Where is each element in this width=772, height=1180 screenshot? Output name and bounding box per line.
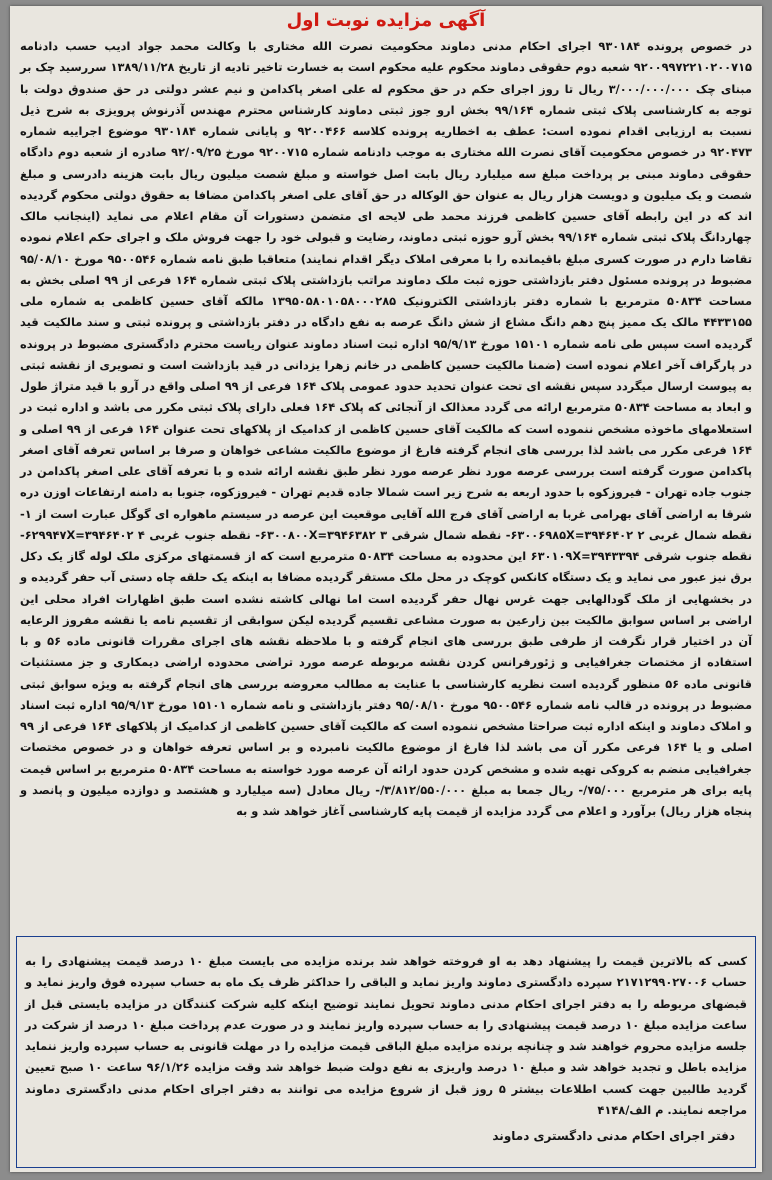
terms-box bbox=[16, 936, 756, 1168]
notice-body: در خصوص پرونده ۹۳۰۱۸۴ اجرای احکام مدنی دماوند محکومیت نصرت الله مختاری با وکالت محمد جواد ادیب حسب دادنامه ۹۲۰۰۹۹۷۲۲۱۰۲۰۰۷۱۵ شعبه دوم حقوقی دماوند محکوم علیه محکوم است به خسارت تاخیر تادیه از تاریخ ۱۳۸۹/۱۱/۲۸ سررسید چک بر مبنای چک ۳/۰۰۰/۰۰۰/۰۰۰ ریال تا روز اجرای حکم در حق محکوم له علی اصغر پاکدامن و نیم عشر دولتی در حق صندوق دولت با توجه به کارشناسی پلاک ثبتی شماره ۹۹/۱۶۴ بخش ارو جوز ثبتی دماوند کارشناس محترم مهندس آذرنوش پرویزی به شرح ذیل نسبت به ارزیابی اقدام نموده است: عطف به اخطاریه پرونده کلاسه ۹۲۰۰۴۶۶ و پایانی شماره ۹۳۰۱۸۴ موضوع اجراییه شماره ۹۲۰۴۷۳ در خصوص محکومیت آقای نصرت الله مختاری به موجب دادنامه شماره ۹۲۰۰۷۱۵ مورخ ۹۲/۰۹/۲۵ صادره از شعبه دوم دادگاه حقوقی دماوند مبنی بر پرداخت مبلغ سه میلیارد ریال بابت اصل خواسته و مبلغ شصت میلیون ریال بابت هزینه دادرسی و مبلغ شصت و یک میلیون و دویست هزار ریال به عنوان حق الوکاله در حق آقای علی اصغر پاکدامن مضافا به حقوق دولتی محکوم گردیده اند که در این رابطه آقای حسین کاظمی فرزند محمد طی لایحه ای متضمن دستورات آن مقام اعلام می نماید (اینجانب مالک چهاردانگ پلاک ثبتی شماره ۹۹/۱۶۴ بخش آرو حوزه ثبتی دماوند، رضایت و قبولی خود را جهت فروش ملک و اجرای حکم اعلام نموده تقاضا دارم در صورت کسری مبلغ باقیمانده را با معرفی املاک دیگر اقدام نمایند) متعاقبا طبق نامه شماره ۹۵۰۰۵۴۶ مورخ ۹۵/۰۸/۱۰ مضبوط در پرونده مسئول دفتر بازداشتی حوزه ثبت ملک دماوند مراتب بازداشتی پلاک ثبتی شماره ۱۶۴ فرعی از ۹۹ اصلی بخش به مساحت ۵۰۸۳۴ مترمربع با شماره دفتر بازداشتی الکترونیک ۱۳۹۵۰۵۸۰۱۰۵۸۰۰۰۲۸۵ مالکه آقای حسین کاظمی به شماره ملی ۴۴۳۳۱۵۵ مالک یک ممیز پنج دهم دانگ مشاع از شش دانگ عرصه به نفع دادگاه در دفتر بازداشتی و پرونده ثبتی و سند مالکیت قید گردیده است سپس طی نامه شماره ۱۵۱۰۱ مورخ ۹۵/۹/۱۳ اداره ثبت اسناد دماوند عنوان ریاست محترم دادگستری مضبوط در پرونده در پارگراف آخر اعلام نموده است (ضمنا مالکیت حسین کاظمی در خانم زهرا یزدانی در قید بازداشت است و تصویری از نقشه ثبتی به پیوست ارسال میگردد سپس نقشه ای تحت عنوان تحدید حدود عمومی پلاک ۱۶۴ فرعی از ۹۹ اصلی واقع در آرو با قید متراژ طول و ابعاد به مساحت ۵۰۸۳۴ مترمربع ارائه می گردد معذالک از آنجائی که پلاک ۱۶۴ فعلی دارای پلاک ثبتی مکرر می باشد و اداره ثبت در استعلامهای ماخوذه مشخص ننموده است که مالکیت آقای حسین کاظمی از کدامیک از پلاکهای تحت عنوان ۱۶۴ فرعی از ۹۹ اصلی و ۱۶۴ فرعی مکرر می باشد لذا بررسی های انجام گرفته فارغ از موضوع مالکیت مشاعی خواهان و صرفا بر اساس تعرفه آقای اصغر پاکدامن صورت گرفته است بررسی عرصه مورد نظر عرصه مورد نظر طبق نقشه ارائه شده و با تعرفه آقای علی اصغر پاکدامن در جنوب جاده تهران - فیروزکوه با حدود اربعه به شرح زیر است شمالا جاده قدیم تهران - فیروزکوه، جنوبا به دامنه ارتفاعات اوزن دره شرقا به اراضی آقای بهرامی غربا به اراضی آقای فرج الله آقایی موقعیت این عرصه در سیستم ماهواره ای گوگل عبارت است از ۱- نقطه شمال غربی ۶۳۰۰۶۹۸۵X=۳۹۴۶۴۰۲ ۲- نقطه شمال شرقی ۶۳۰۰۸۰۰X=۳۹۴۶۳۸۲ ۳- نقطه جنوب غربی ۶۲۹۹۴۷X=۳۹۴۶۴۰۲ ۴- نقطه جنوب شرقی ۶۳۰۱۰۹X=۳۹۴۳۳۹۴ این محدوده به مساحت ۵۰۸۳۴ مترمربع است که از قسمتهای مرکزی ملک لوله گاز یک دکل برق نیز عبور می نماید و یک دستگاه کانکس کوچک در محل ملک مستقر گردیده مضافا به اینکه یک حلقه چاه دستی آب حفر گردیده و در بخشهایی از ملک گودالهایی جهت غرس نهال حفر گردیده است اما نهالی کاشته نشده است طبق اظهارات افراد محلی این اراضی بر اساس سوابق مالکیت بین زارعین به صورت مشاعی تقسیم گردیده لیکن سوابقی از تقسیم نامه یا نقشه مفروز الرعایه آن در اختیار قرار نگرفت از طرفی طبق بررسی های انجام گرفته و با ملاحظه نقشه های اجرای مقررات قانونی ماده ۵۶ و با استفاده از مختصات جغرافیایی و ژئورفرانس کردن نقشه مربوطه عرصه مورد تراضی محدوده اراضی دیمکاری و جز مستثنیات قانونی ماده ۵۶ منظور گردیده است نظریه کارشناسی با عنایت به مطالب معروضه بررسی های انجام گرفته به ویژه سوابق ثبتی مضبوط در پرونده در قالب نامه شماره ۹۵۰۰۵۴۶ مورخ ۹۵/۰۸/۱۰ دفتر بازداشتی و نامه شماره ۱۵۱۰۱ مورخ ۹۵/۹/۱۳ اداره ثبت اسناد و املاک دماوند و اینکه اداره ثبت صراحتا مشخص ننموده است که مالکیت آقای حسین کاظمی از کدامیک از پلاکهای ۱۶۴ فرعی از ۹۹ اصلی و یا ۱۶۴ فرعی مکرر آن می باشد لذا فارغ از موضوع مالکیت نامبرده و بر اساس تعرفه خواهان و در خصوص مختصات جغرافیایی منضم به کروکی تهیه شده و مشخص کردن حدود ارائه آن عرصه مورد خواسته به مساحت ۵۰۸۳۴ مترمربع بر اساس قیمت پایه برای هر مترمربع ۷۵/۰۰۰/- ریال جمعا به مبلغ ۳/۸۱۲/۵۵۰/۰۰۰/- ریال معادل (سه میلیارد و هشتصد و دوازده میلیون و پانصد و پنجاه هزار ریال) برآورد و اعلام می گردد مزایده از قیمت پایه کارشناسی آغاز خواهد شد و به bbox=[20, 39, 753, 818]
notice-title: آگهی مزایده نوبت اول bbox=[286, 10, 486, 31]
auction-terms: کسی که بالاترین قیمت را پیشنهاد دهد به او فروخته خواهد شد برنده مزایده می بایست مبلغ ۱۰ درصد قیمت پیشنهادی را به حساب ۲۱۷۱۲۹۹۰۲۷۰۰۶ سپرده دادگستری دماوند واریز نماید و الباقی را حداکثر ظرف یک ماه به حساب سپرده فوق واریز نماید و قبضهای مربوطه را به دفتر اجرای احکام مدنی دماوند تحویل نمایند توضیح اینکه کلیه شرکت کنندگان در مزایده بایستی قبل از ساعت مزایده مبلغ ۱۰ درصد قیمت پیشنهادی را به حساب سپرده واریز نمایند و در صورت عدم پرداخت مبلغ ۱۰ درصد از شرکت در جلسه مزایده محروم خواهند شد و چنانچه برنده مزایده مبلغ الباقی قیمت مزایده را در مهلت قانونی به حساب سپرده واریز ننماید مزایده باطل و تجدید خواهد شد و مبلغ ۱۰ درصد واریزی به نفع دولت ضبط خواهد شد وقت مزایده ۹۶/۱/۲۶ ساعت ۱۰ صبح تعیین گردید طالبین جهت کسب اطلاعات بیشتر ۵ روز قبل از شروع مزایده می توانند به دفتر اجرای احکام مدنی دادگستری دماوند مراجعه نمایند. م الف/۴۱۴۸ bbox=[25, 954, 748, 1118]
issuer-signature: دفتر اجرای احکام مدنی دادگستری دماوند bbox=[492, 1129, 735, 1143]
newspaper-clipping bbox=[10, 6, 762, 1172]
